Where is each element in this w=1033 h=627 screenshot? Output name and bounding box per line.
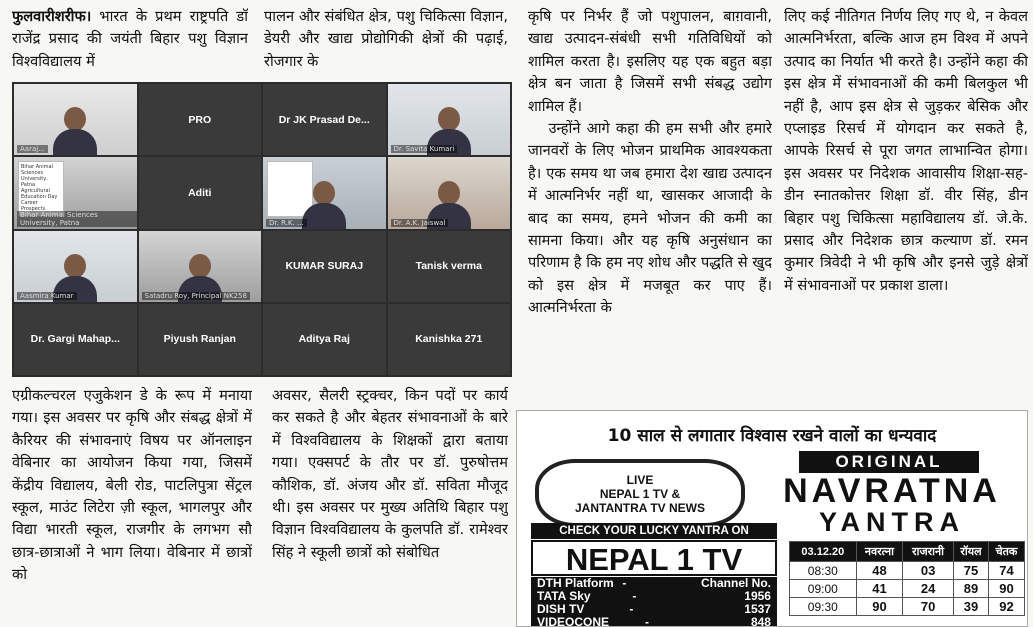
results-row bbox=[790, 580, 1025, 598]
article-text: अवसर, सैलरी स्ट्रक्चर, किन पदों पर कार्य कर सकते है और बेहतर संभावनाओं के बारे में विश्वविद्यालय के शिक्षकों द्वारा बताया गया। एक्सपर्ट के तौर पर डॉ. पुरुषोत्तम कौशिक, डॉ. अंजय और डॉ. सविता मौजूद थी। इस अवसर पर मुख्य अतिथि बिहार पशु विज्ञान विश्वविद्यालय के कुलपति डॉ. रामेश्वर सिंह ने स्कूली छात्रों को संबोधित bbox=[272, 387, 508, 561]
participant-name: Kanishka 271 bbox=[415, 333, 483, 346]
channel-number: Channel No. bbox=[700, 576, 771, 590]
channel-dash: - bbox=[632, 589, 637, 603]
participant-name: Aditi bbox=[188, 186, 212, 199]
ad-tv-line: LIVE bbox=[626, 473, 654, 487]
results-value: 70 bbox=[903, 598, 954, 616]
participant-tile bbox=[139, 157, 262, 228]
participant-tile bbox=[14, 84, 137, 155]
results-value: 03 bbox=[903, 562, 954, 580]
channel-dash: - bbox=[629, 602, 634, 616]
participant-caption: Aaraj... bbox=[17, 145, 48, 153]
article-column-2-bottom bbox=[272, 385, 508, 627]
participant-tile bbox=[14, 231, 137, 302]
results-value: 74 bbox=[989, 562, 1025, 580]
ad-original-label: ORIGINAL bbox=[799, 451, 979, 473]
ad-tv-line: JANTANTRA TV NEWS bbox=[575, 501, 705, 515]
advertisement bbox=[516, 410, 1028, 627]
dateline: फुलवारीशरीफ। bbox=[12, 8, 92, 25]
webinar-screenshot bbox=[12, 82, 512, 377]
participant-tile bbox=[388, 304, 511, 375]
participant-tile bbox=[388, 84, 511, 155]
participant-caption: Dr. Savita Kumari bbox=[391, 145, 458, 153]
channel-number: 1956 bbox=[744, 589, 771, 603]
article-text: पालन और संबंधित क्षेत्र, पशु चिकित्सा विज्ञान, डेयरी और खाद्य प्रोद्योगिकी क्षेत्रों की पढ़ाई, रोजगार के bbox=[264, 8, 508, 70]
participant-caption: Satadru Roy, Principal NK258 bbox=[142, 292, 250, 300]
results-value: 90 bbox=[856, 598, 903, 616]
results-value: 24 bbox=[903, 580, 954, 598]
ad-headline: 10 साल से लगातार विश्वास रखने वालों का धन्यवाद bbox=[607, 426, 937, 446]
results-header: नवरत्ना bbox=[856, 542, 903, 562]
participant-tile bbox=[263, 231, 386, 302]
channel-dash: - bbox=[644, 615, 649, 627]
ad-tv-badge bbox=[535, 459, 745, 527]
channel-number: 848 bbox=[750, 615, 771, 627]
ad-check-banner: CHECK YOUR LUCKY YANTRA ON bbox=[531, 523, 777, 539]
results-value: 48 bbox=[856, 562, 903, 580]
participant-video bbox=[302, 181, 346, 229]
participant-name: Dr. Gargi Mahap... bbox=[30, 333, 120, 346]
participant-tile bbox=[139, 84, 262, 155]
ad-brand: NAVRATNA bbox=[783, 472, 1001, 510]
participant-tile bbox=[388, 157, 511, 228]
results-time: 09:00 bbox=[790, 580, 857, 598]
results-value: 75 bbox=[953, 562, 988, 580]
channel-platform: DTH Platform bbox=[537, 576, 614, 590]
results-header: 03.12.20 bbox=[790, 542, 857, 562]
participant-name: Piyush Ranjan bbox=[163, 333, 236, 346]
results-header: चेतक bbox=[989, 542, 1025, 562]
participant-caption: Dr. A.K. Jaiswal bbox=[391, 219, 449, 227]
results-time: 08:30 bbox=[790, 562, 857, 580]
results-value: 41 bbox=[856, 580, 903, 598]
participant-caption: Dr. R.K. ... bbox=[266, 219, 307, 227]
article-column-3 bbox=[528, 6, 772, 396]
channel-platform: DISH TV bbox=[537, 602, 585, 616]
participant-tile bbox=[139, 231, 262, 302]
participant-tile bbox=[263, 157, 386, 228]
participant-name: PRO bbox=[188, 113, 212, 126]
results-header: रॉयल bbox=[953, 542, 988, 562]
article-column-2-top bbox=[264, 6, 508, 76]
channel-platform: TATA Sky bbox=[537, 589, 591, 603]
article-text: लिए कई नीतिगत निर्णय लिए गए थे, न केवल आत्मनिर्भरता, बल्कि आज हम विश्व में अपने उत्पाद का निर्यात भी करते है। उन्होंने कहा की इस क्षेत्र में संभावनाओं की कमी बिलकुल भी नहीं है, आप इस क्षेत्र से जुड़कर बेसिक और एप्लाइड रिसर्च में योगदान कर सकते है, आपके रिसर्च से पूरा जगत लाभान्वित होगा। इस अवसर पर निदेशक आवासीय शिक्षा-सह-डीन स्नातकोत्तर शिक्षा डॉ. वीर सिंह, डीन बिहार पशु चिकित्सा महाविद्यालय डॉ. जे.के. प्रसाद और निदेशक छात्र कल्याण डॉ. रमन कुमार त्रिवेदी ने भी कृषि और इनसे जुड़े क्षेत्रों में संभावनाओं पर प्रकाश डाला। bbox=[784, 8, 1028, 294]
results-time: 09:30 bbox=[790, 598, 857, 616]
channel-platform: VIDEOCONE bbox=[537, 615, 610, 627]
article-paragraph: कृषि पर निर्भर हैं जो पशुपालन, बाग़वानी, खाद्य उत्पादन-संबंधी सभी गतिविधियों को शामिल करता है। इसलिए यह एक बहुत बड़ा क्षेत्र बन जाता है जिसमें सभी संबद्ध उद्योग शामिल हैं। bbox=[528, 8, 772, 115]
ad-brand-2: YANTRA bbox=[818, 507, 966, 537]
results-value: 90 bbox=[989, 580, 1025, 598]
article-column-1-bottom bbox=[12, 385, 252, 627]
ad-tv-line: NEPAL 1 TV & bbox=[599, 487, 681, 501]
article-paragraph: उन्होंने आगे कहा की हम सभी और हमारे जानवरों के लिए भोजन प्राथमिक आवश्यकता है। एक समय था जब हमारा देश खाद्य उत्पादन में आत्मनिर्भर नहीं था, खासकर आजादी के बाद का समय, हमने भोजन की कमी का सामना किया। और यह कृषि अनुसंधान का परिणाम है कि हम नए शोध और पद्धति से खुद को इस क्षेत्र में मजबूत कर पाए हैं। आत्मनिर्भरता के bbox=[528, 120, 772, 317]
participant-caption: Bihar Animal Sciences University, Patna bbox=[17, 211, 137, 227]
participant-name: Tanisk verma bbox=[415, 260, 482, 273]
participant-tile bbox=[263, 304, 386, 375]
participant-tile bbox=[14, 157, 137, 228]
participant-tile bbox=[263, 84, 386, 155]
channel-row bbox=[531, 616, 777, 627]
results-value: 92 bbox=[989, 598, 1025, 616]
results-value: 39 bbox=[953, 598, 988, 616]
participant-name: Aditya Raj bbox=[298, 333, 350, 346]
results-row bbox=[790, 598, 1025, 616]
results-header: राजरानी bbox=[903, 542, 954, 562]
ad-channel-name: NEPAL 1 TV bbox=[531, 540, 777, 576]
participant-caption: Aasmira Kumar bbox=[17, 292, 77, 300]
results-value: 89 bbox=[953, 580, 988, 598]
channel-dash: - bbox=[622, 576, 627, 590]
ad-channel-list bbox=[531, 577, 777, 627]
article-text: भारत के प्रथम राष्ट्रपति डॉ राजेंद्र प्रसाद की जयंती बिहार पशु विज्ञान विश्वविद्यालय में bbox=[12, 8, 248, 70]
participant-tile bbox=[139, 304, 262, 375]
participant-tile bbox=[14, 304, 137, 375]
ad-results-table bbox=[789, 541, 1025, 616]
participant-name: KUMAR SURAJ bbox=[285, 260, 364, 273]
channel-number: 1537 bbox=[744, 602, 771, 616]
results-row bbox=[790, 562, 1025, 580]
participant-name: Dr JK Prasad De... bbox=[278, 113, 370, 126]
article-column-1-top bbox=[12, 6, 248, 76]
article-text: एग्रीकल्चरल एजुकेशन डे के रूप में मनाया गया। इस अवसर पर कृषि और संबद्ध क्षेत्रों में कैरियर की संभावनाएं विषय पर ऑनलाइन वेबिनार का आयोजन किया गया, जिसमें केंद्रीय विद्यालय, बेली रोड, पाटलिपुत्रा सेंट्रल स्कूल, माउंट लिटेरा ज़ी स्कूल, भागलपुर और विद्या भारती स्कूल, राजगीर के लगभग सौ छात्र-छात्राओं ने भाग लिया। वेबिनार में छात्रों को bbox=[12, 387, 252, 584]
participant-tile bbox=[388, 231, 511, 302]
presentation-slide: Bihar Animal Sciences University, Patna Agricultural Education Day Career Prospects bbox=[18, 161, 64, 217]
article-column-4 bbox=[784, 6, 1028, 396]
participant-video bbox=[53, 107, 97, 155]
